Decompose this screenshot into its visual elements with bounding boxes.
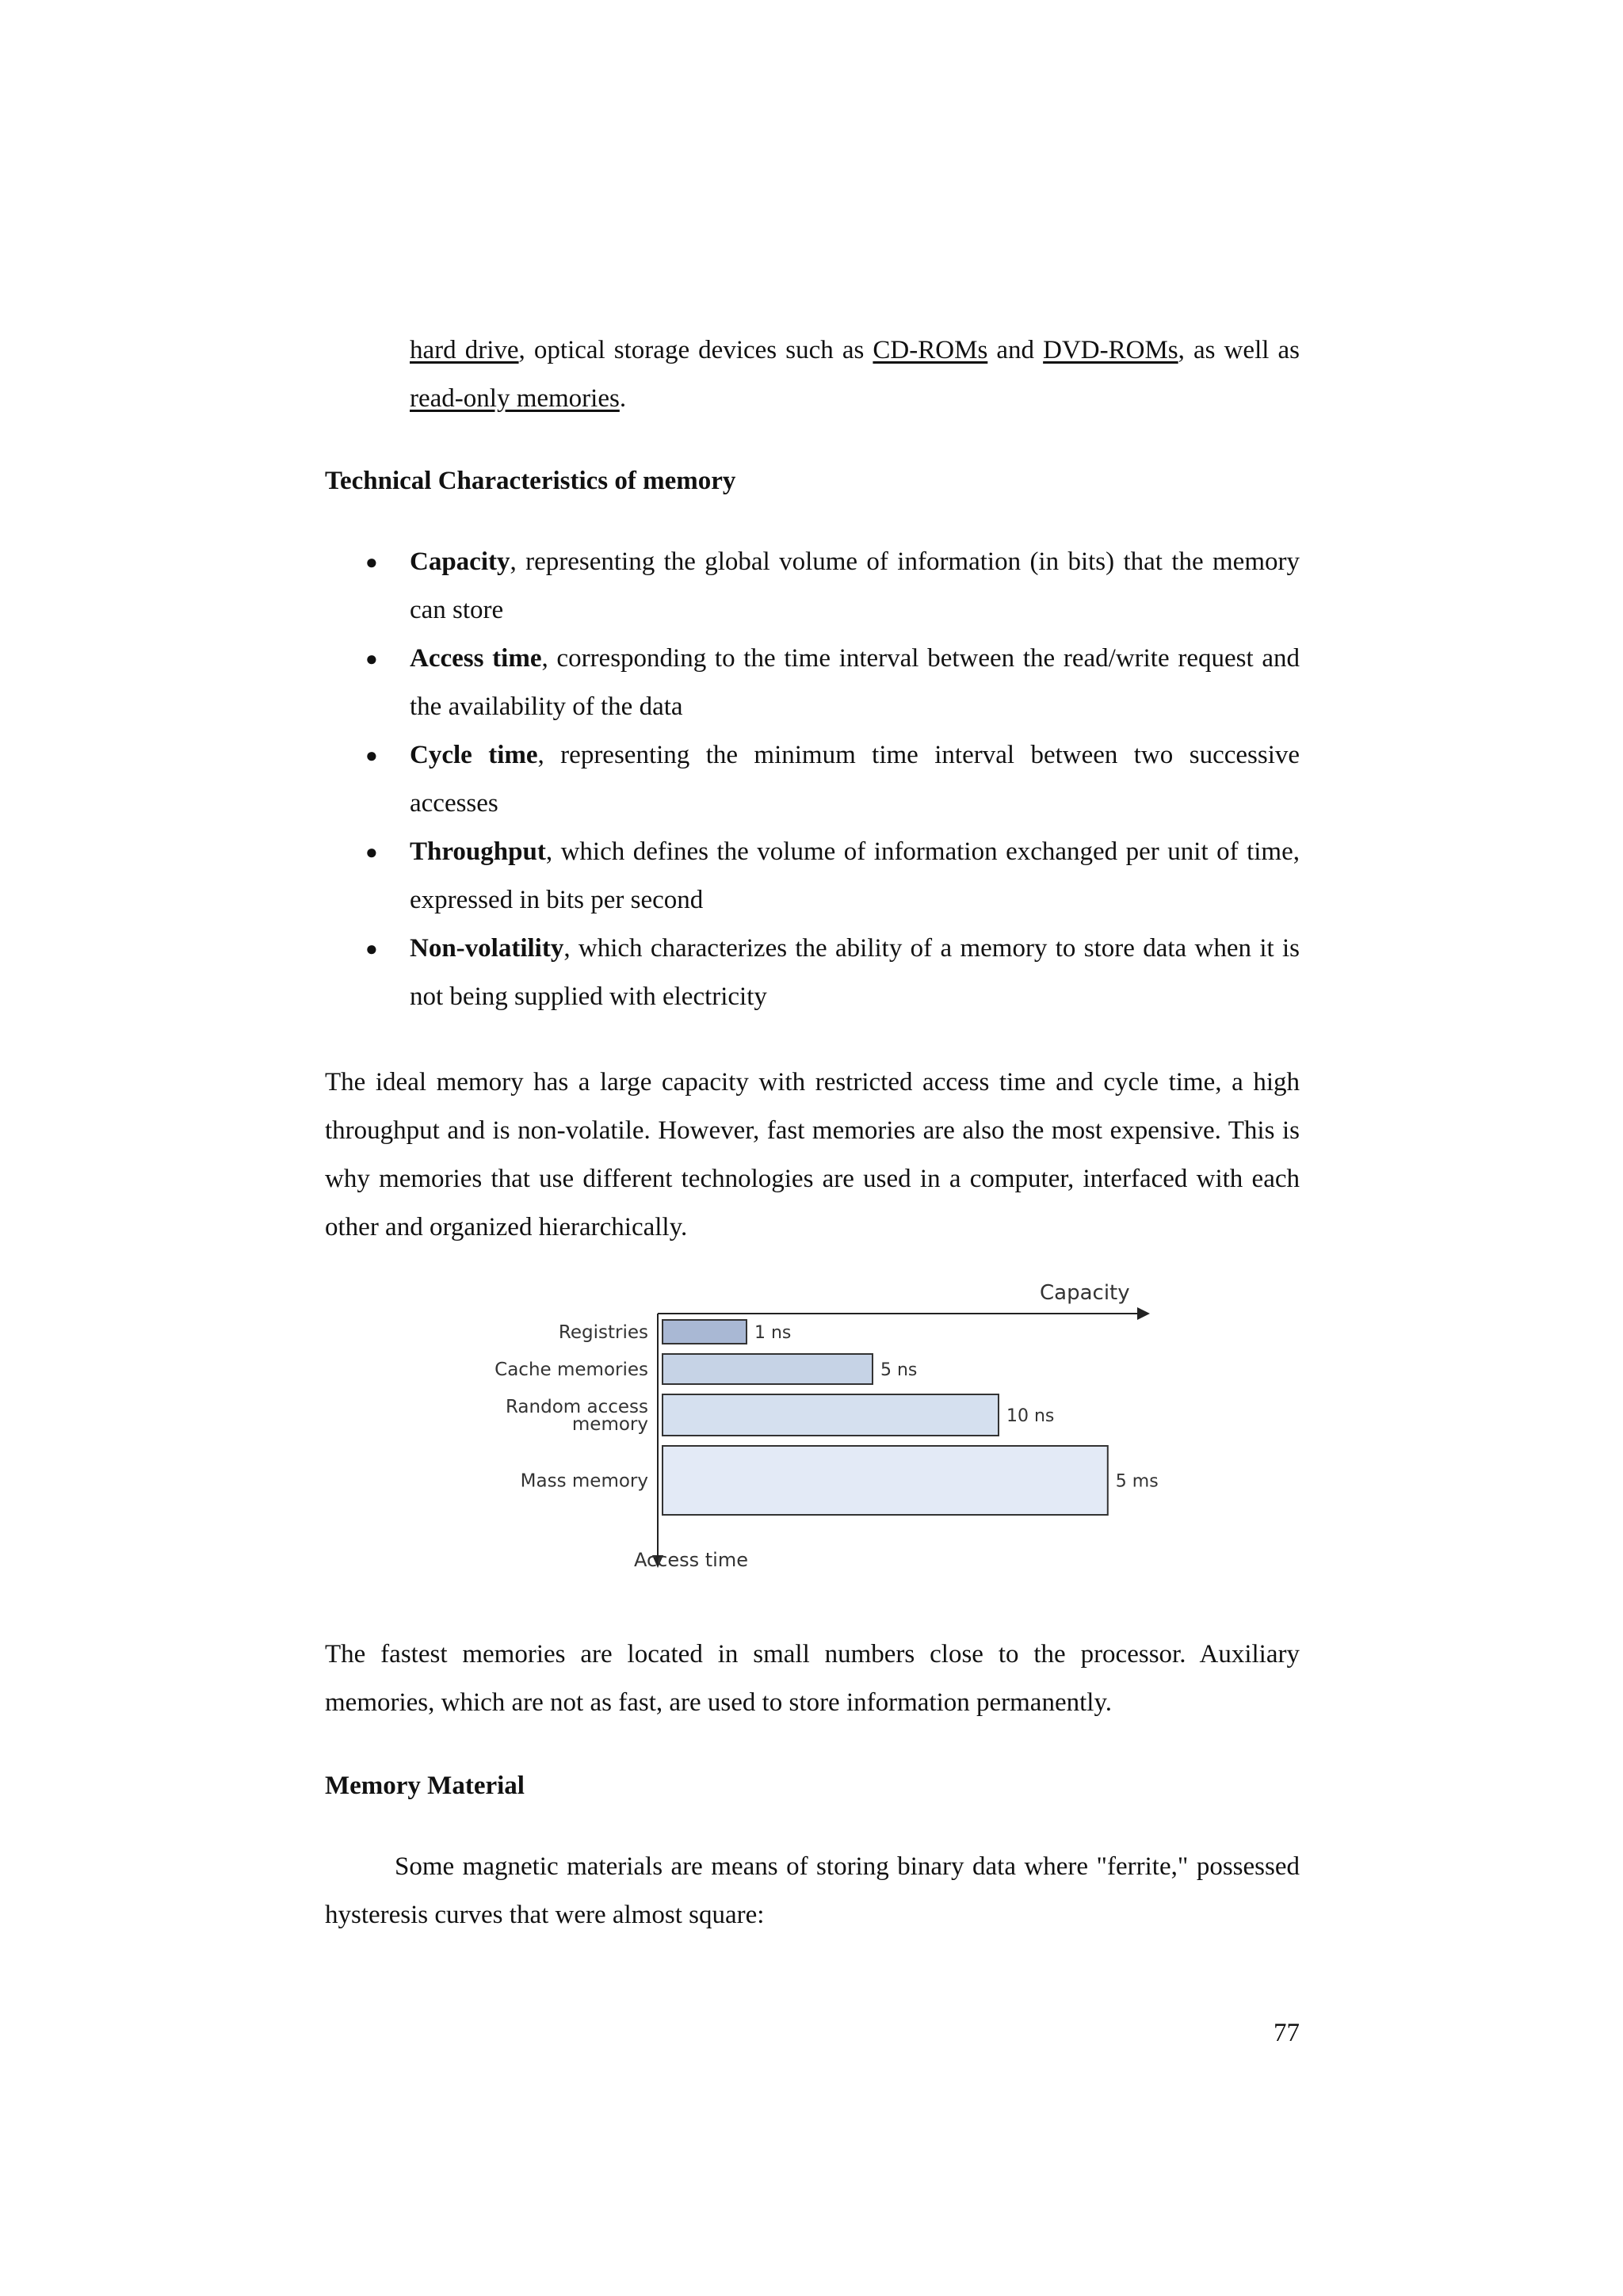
cd-roms-link[interactable]: CD-ROMs <box>873 336 988 364</box>
dvd-roms-link[interactable]: DVD-ROMs <box>1043 336 1178 364</box>
category-label: Cache memories <box>495 1360 648 1380</box>
list-item <box>325 925 1300 1021</box>
x-axis-arrow-icon <box>1137 1307 1150 1320</box>
section-heading-characteristics: Technical Characteristics of memory <box>325 467 736 495</box>
memory-hierarchy-chart <box>475 1276 1189 1577</box>
ideal-memory-paragraph: The ideal memory has a large capacity with restricted access time and cycle time, a high throughput and is non-volatile. However, fast memories are also the most expensive. This is why memories that use different technologies are used in a computer, interfaced with each other and organized hierarchically. <box>325 1068 1300 1241</box>
intro-text-3: , as well as <box>1178 336 1300 364</box>
list-item-term: Non-volatility <box>410 934 564 963</box>
bullet-icon: ● <box>365 937 378 960</box>
bullet-icon: ● <box>365 551 378 574</box>
list-item-term: Throughput <box>410 837 546 866</box>
list-item-desc: , which defines the volume of information exchanged per unit of time, expressed in bits per second <box>410 837 1300 914</box>
category-label: Random access <box>505 1397 648 1417</box>
category-label: Mass memory <box>520 1470 648 1492</box>
intro-text-4: . <box>619 384 627 413</box>
bar <box>663 1354 873 1384</box>
bullet-icon: ● <box>365 647 378 670</box>
bar-value-label: 5 ms <box>1115 1471 1159 1492</box>
x-axis-label: Capacity <box>1040 1281 1130 1305</box>
read-only-memories-link[interactable]: read-only memories <box>410 384 620 413</box>
bullet-icon: ● <box>365 744 378 767</box>
bar <box>663 1446 1108 1515</box>
bar-value-label: 5 ns <box>880 1360 918 1380</box>
page-number: 77 <box>1274 2019 1300 2047</box>
bar-value-label: 10 ns <box>1006 1406 1055 1426</box>
category-label: Registries <box>558 1322 648 1343</box>
fastest-memories-paragraph: The fastest memories are located in small numbers close to the processor. Auxiliary memories, which are not as fast, are used to store information permanently. <box>325 1640 1300 1717</box>
hard-drive-link[interactable]: hard drive <box>410 336 519 364</box>
bar <box>663 1394 999 1436</box>
list-item <box>325 731 1300 828</box>
bar-value-label: 1 ns <box>754 1323 792 1343</box>
characteristics-list <box>325 538 1300 1021</box>
intro-text-2: and <box>987 336 1044 364</box>
y-axis-label: Access time <box>633 1549 749 1571</box>
list-item <box>325 635 1300 731</box>
category-label: memory <box>571 1414 648 1435</box>
bar <box>663 1320 747 1344</box>
list-item-desc: , corresponding to the time interval between the read/write request and the availability of the data <box>410 644 1300 721</box>
section-heading-memory-material: Memory Material <box>325 1772 525 1800</box>
memory-material-paragraph: Some magnetic materials are means of storing binary data where "ferrite," possessed hysteresis curves that were almost square: <box>325 1852 1300 1929</box>
list-item <box>325 538 1300 635</box>
list-item <box>325 828 1300 925</box>
intro-text-1: , optical storage devices such as <box>518 336 873 364</box>
list-item-term: Access time <box>410 644 542 673</box>
intro-paragraph <box>410 326 1300 423</box>
list-item-desc: , which characterizes the ability of a memory to store data when it is not being supplied with electricity <box>410 934 1300 1011</box>
list-item-term: Cycle time <box>410 741 538 769</box>
bullet-icon: ● <box>365 841 378 864</box>
characteristics-list-wrapper <box>325 538 1300 1021</box>
list-item-term: Capacity <box>410 547 510 576</box>
list-item-desc: , representing the global volume of information (in bits) that the memory can store <box>410 547 1300 624</box>
list-item-desc: , representing the minimum time interval between two successive accesses <box>410 741 1300 818</box>
